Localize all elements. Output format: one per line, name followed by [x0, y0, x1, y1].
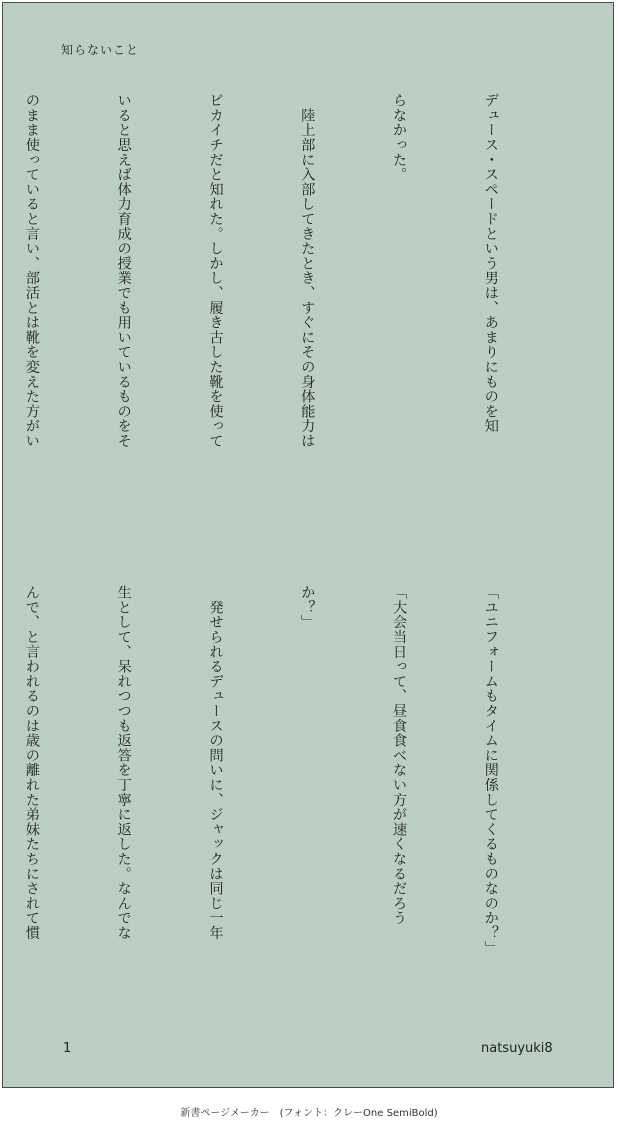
text-line: 生として、呆れつつも返答を丁寧に返した。なんでな [115, 585, 132, 941]
text-line: んで、と言われるのは歳の離れた弟妹たちにされて慣 [23, 585, 40, 941]
text-line: 「ユニフォームもタイムに関係してくるものなのか？」 [482, 585, 499, 955]
page-number: 1 [63, 1041, 72, 1056]
text-line: 陸上部に入部してきたとき、すぐにその身体能力は [299, 93, 316, 449]
text-line: デュース・スペードという男は、あまりにものを知 [482, 93, 499, 434]
generator-credit: 新書ページメーカー (フォント：クレーOne SemiBold) [180, 1108, 438, 1119]
text-line: いると思えば体力育成の授業でも用いているものをそ [115, 93, 132, 449]
text-line: らなかった。 [391, 93, 408, 182]
author-name: natsuyuki8 [481, 1041, 553, 1056]
book-page [2, 2, 614, 1088]
text-line: ピカイチだと知れた。しかし、履き古した靴を使って [207, 93, 224, 449]
text-line: か？」 [299, 585, 316, 630]
text-column-lower [23, 585, 567, 1005]
text-line: 「大会当日って、昼食食べない方が速くなるだろう [391, 585, 408, 926]
page-header-title: 知らないこと [61, 43, 140, 57]
text-line: 発せられるデュースの問いに、ジャックは同じ一年 [207, 585, 224, 941]
text-column-upper [23, 93, 567, 548]
text-line: のまま使っていると言い、部活とは靴を変えた方がい [23, 93, 40, 449]
